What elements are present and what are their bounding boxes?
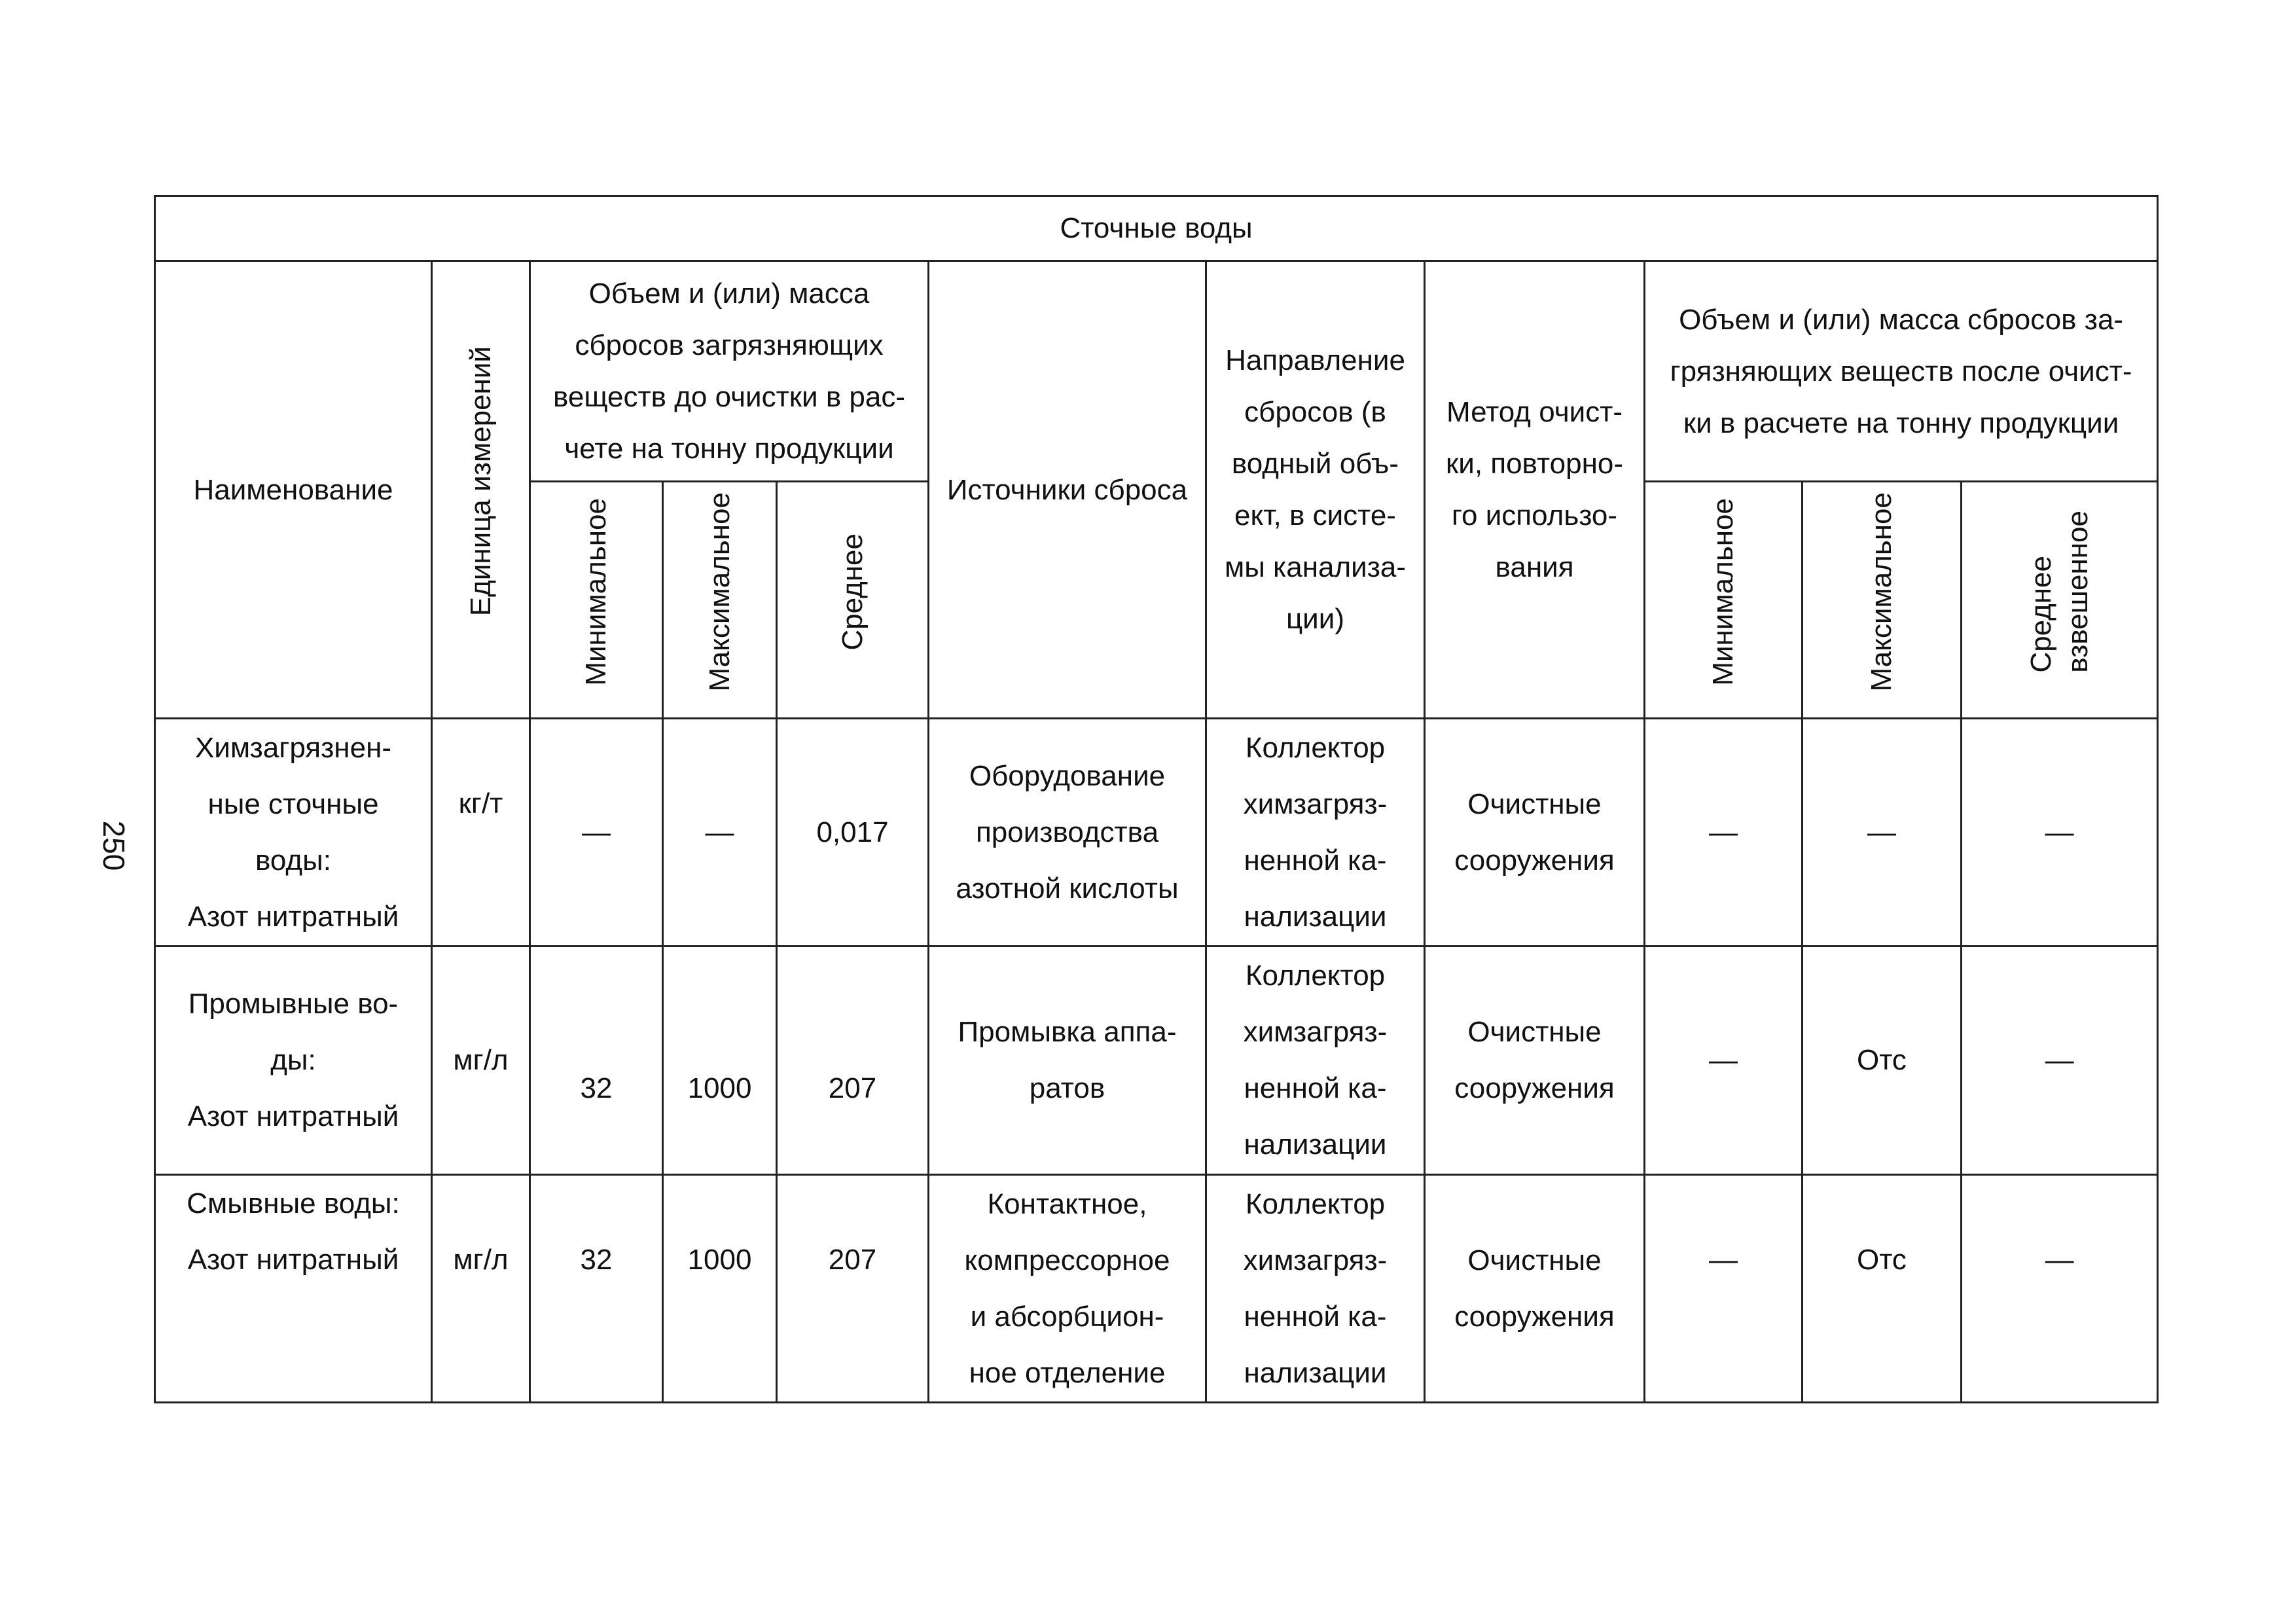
page-number: 250	[97, 820, 131, 871]
row-after-avg: —	[1962, 947, 2158, 1175]
row-source: Промывка аппа- ратов	[929, 947, 1206, 1175]
row-before-min: —	[530, 719, 663, 947]
row-unit: кг/т	[432, 719, 530, 947]
header-after-group: Объем и (или) масса сбросов за- грязняющих веществ после очист- ки в расчете на тонну продукции	[1645, 261, 2158, 482]
row-source: Оборудование производства азотной кислоты	[929, 719, 1206, 947]
row-after-avg: —	[1962, 719, 2158, 947]
header-after-avg: Среднее взвешенное	[1962, 482, 2158, 719]
header-name: Наименование	[155, 261, 432, 719]
row-before-avg: 207	[777, 1175, 929, 1403]
row-unit: мг/л	[432, 1175, 530, 1403]
row-before-min: 32	[530, 1175, 663, 1403]
wastewater-table	[154, 195, 2159, 1403]
row-after-min: —	[1645, 719, 1803, 947]
row-after-max: —	[1803, 719, 1962, 947]
table-row	[155, 947, 2158, 1175]
header-before-avg: Среднее	[777, 482, 929, 719]
header-method: Метод очист- ки, повторно- го использо- вания	[1425, 261, 1645, 719]
row-method: Очистные сооружения	[1425, 719, 1645, 947]
row-before-max: 1000	[663, 1175, 777, 1403]
row-after-min: —	[1645, 1175, 1803, 1403]
header-row-1	[155, 261, 2158, 482]
row-name: Химзагрязнен- ные сточные воды: Азот нитратный	[155, 719, 432, 947]
row-direction: Коллектор химзагряз- ненной ка- нализации	[1206, 1175, 1425, 1403]
header-after-min: Минимальное	[1645, 482, 1803, 719]
row-before-min: 32	[530, 947, 663, 1175]
header-direction: Направление сбросов (в водный объ- ект, в систе- мы канализа- ции)	[1206, 261, 1425, 719]
row-before-max: 1000	[663, 947, 777, 1175]
row-before-max: —	[663, 719, 777, 947]
row-before-avg: 0,017	[777, 719, 929, 947]
table-title: Сточные воды	[155, 196, 2158, 261]
row-name: Промывные во- ды: Азот нитратный	[155, 947, 432, 1175]
row-unit: мг/л	[432, 947, 530, 1175]
header-sources: Источники сброса	[929, 261, 1206, 719]
header-before-group: Объем и (или) масса сбросов загрязняющих веществ до очистки в рас- чете на тонну продукции	[530, 261, 929, 482]
row-after-avg: —	[1962, 1175, 2158, 1403]
header-unit: Единица измерений	[432, 261, 530, 719]
table-row	[155, 1175, 2158, 1403]
row-after-max: Отс	[1803, 947, 1962, 1175]
row-method: Очистные сооружения	[1425, 1175, 1645, 1403]
row-source: Контактное, компрессорное и абсорбцион- ное отделение	[929, 1175, 1206, 1403]
row-after-min: —	[1645, 947, 1803, 1175]
header-before-min: Минимальное	[530, 482, 663, 719]
header-before-max: Максимальное	[663, 482, 777, 719]
table-title-row	[155, 196, 2158, 261]
row-after-max: Отс	[1803, 1175, 1962, 1403]
row-direction: Коллектор химзагряз- ненной ка- нализации	[1206, 719, 1425, 947]
row-before-avg: 207	[777, 947, 929, 1175]
row-name: Смывные воды: Азот нитратный	[155, 1175, 432, 1403]
row-method: Очистные сооружения	[1425, 947, 1645, 1175]
header-after-max: Максимальное	[1803, 482, 1962, 719]
row-direction: Коллектор химзагряз- ненной ка- нализации	[1206, 947, 1425, 1175]
table-row	[155, 719, 2158, 947]
